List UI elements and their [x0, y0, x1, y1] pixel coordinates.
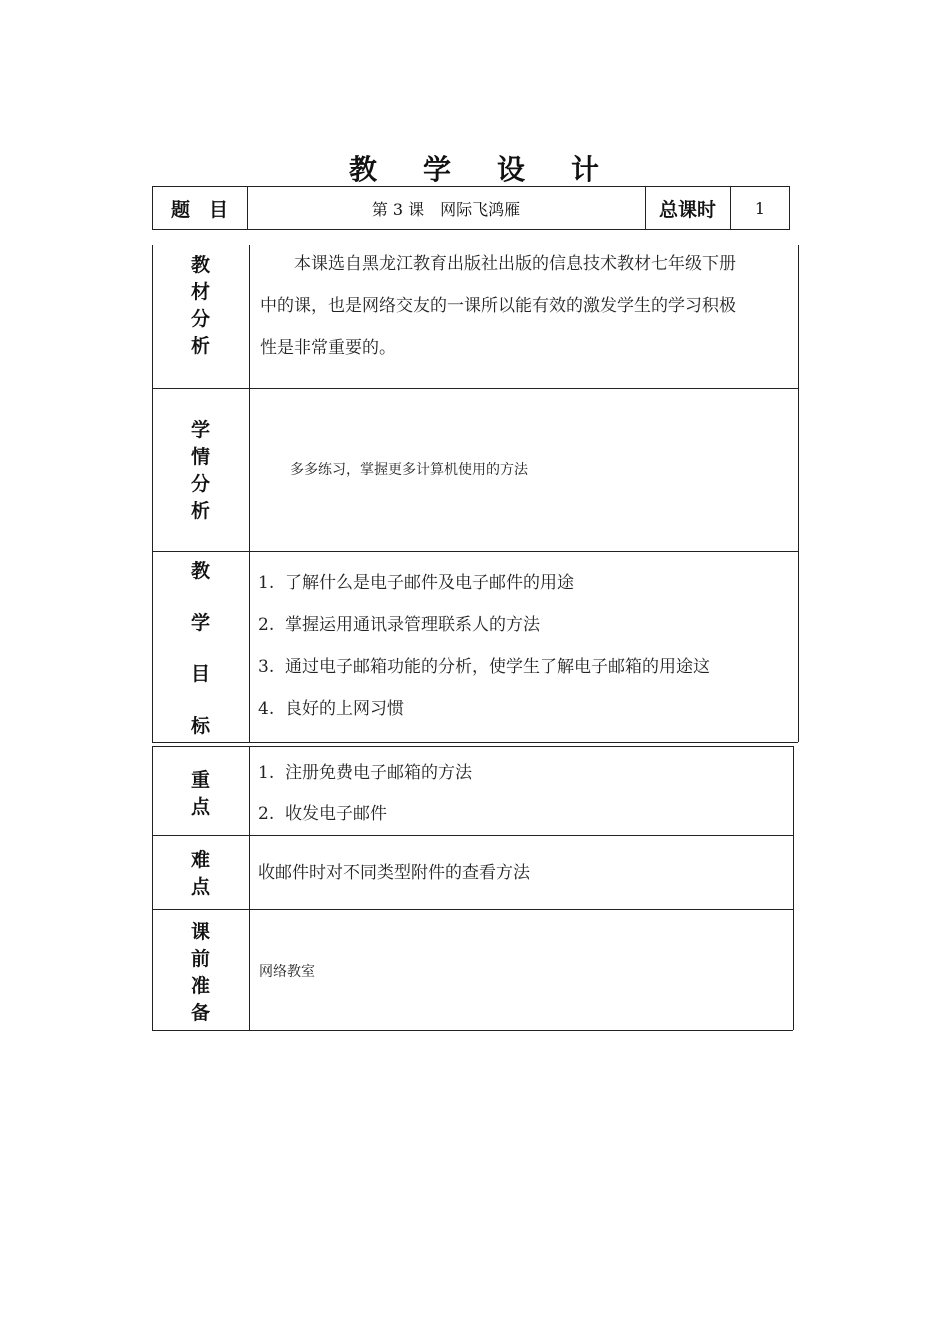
- text-line: 性是非常重要的。: [260, 338, 396, 358]
- key-points-list: [258, 753, 472, 835]
- text-line: 中的课，也是网络交友的一课所以能有效的激发学生的学习积极: [260, 296, 736, 316]
- title-char: 教: [348, 153, 379, 186]
- list-item: 3. 通过电子邮箱功能的分析，使学生了解电子邮箱的用途这: [258, 657, 711, 677]
- row-divider: [152, 746, 793, 747]
- label-char: 分: [190, 308, 210, 330]
- title-char: 学: [422, 153, 453, 186]
- label-char: 分: [190, 473, 210, 495]
- difficult-points-text: 收邮件时对不同类型附件的查看方法: [258, 863, 530, 883]
- row-divider: [152, 835, 793, 836]
- list-item: 1. 了解什么是电子邮件及电子邮件的用途: [258, 573, 575, 593]
- label-char: 课: [190, 921, 210, 943]
- student-analysis-text: 多多练习，掌握更多计算机使用的方法: [290, 462, 528, 478]
- text-line: 本课选自黑龙江教育出版社出版的信息技术教材七年级下册: [260, 254, 736, 274]
- label-char: 点: [190, 796, 210, 818]
- list-item: 2. 掌握运用通讯录管理联系人的方法: [258, 615, 541, 635]
- label-char: 备: [190, 1002, 210, 1024]
- key-points-label: [152, 766, 249, 822]
- topic-label: 题 目: [170, 198, 228, 221]
- label-char: 准: [190, 975, 210, 997]
- label-char: 教: [190, 560, 210, 582]
- table-bottom-border: [152, 1030, 793, 1031]
- label-char: 标: [190, 714, 210, 737]
- difficult-points-label: [152, 846, 249, 902]
- teaching-goals-label: [152, 556, 249, 740]
- list-item: 1. 注册免费电子邮箱的方法: [258, 763, 473, 783]
- teaching-goals-list: [258, 562, 710, 730]
- student-analysis-label: [152, 415, 249, 527]
- label-char: 学: [190, 419, 210, 441]
- preparation-text: 网络教室: [259, 964, 315, 980]
- row-divider: [152, 551, 798, 552]
- table-divider: [249, 245, 250, 742]
- row-divider: [152, 388, 798, 389]
- label-char: 学: [190, 611, 210, 634]
- row-divider: [152, 909, 793, 910]
- title-char: 设: [497, 153, 528, 186]
- list-item: 4. 良好的上网习惯: [258, 699, 405, 719]
- material-analysis-text: [260, 243, 800, 369]
- label-char: 教: [190, 254, 210, 276]
- label-char: 难: [190, 849, 210, 871]
- list-item: 2. 收发电子邮件: [258, 804, 388, 824]
- row-divider: [152, 742, 798, 743]
- preparation-label: [152, 917, 249, 1029]
- label-char: 重: [190, 769, 210, 791]
- label-char: 点: [190, 876, 210, 898]
- page-title: [0, 148, 950, 188]
- material-analysis-label: [152, 250, 249, 362]
- label-char: 情: [190, 446, 210, 468]
- table-divider: [249, 746, 250, 1030]
- title-char: 计: [571, 153, 602, 186]
- label-char: 前: [190, 948, 210, 970]
- total-hours-value: 1: [754, 198, 766, 218]
- label-char: 目: [190, 663, 210, 686]
- label-char: 析: [190, 500, 210, 522]
- total-hours-label: 总课时: [658, 198, 716, 221]
- lesson-title: 第 3 课 网际飞鸿雁: [371, 199, 521, 219]
- label-char: 析: [190, 335, 210, 357]
- table-right-border: [793, 746, 794, 1030]
- label-char: 材: [190, 281, 210, 303]
